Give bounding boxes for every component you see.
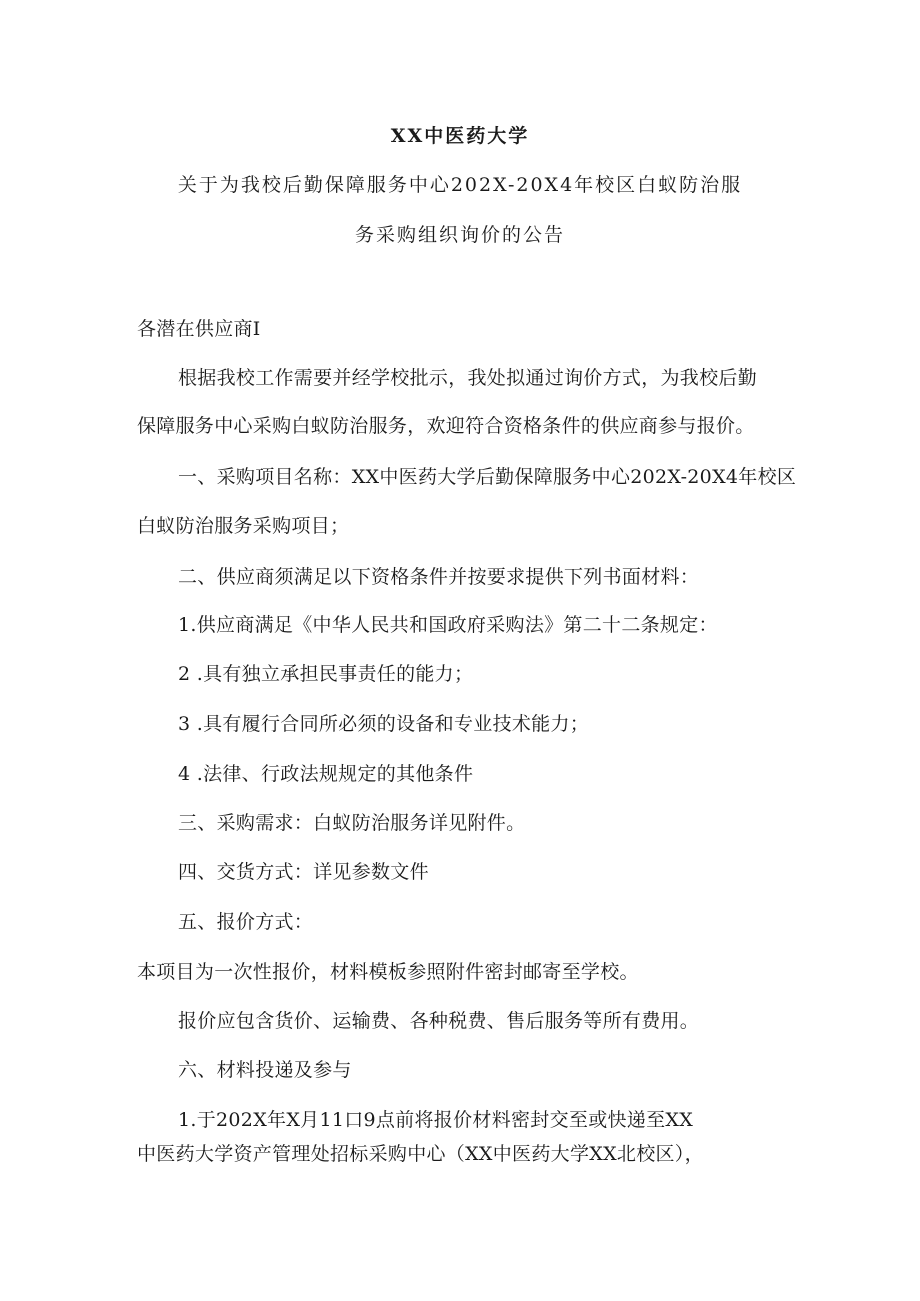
section-1-line-1: 一、采购项目名称：XX中医药大学后勤保障服务中心202X-20X4年校区 xyxy=(178,466,797,488)
section-2-item-4: 4 .法律、行政法规规定的其他条件 xyxy=(178,763,474,785)
section-5-paragraph-2: 报价应包含货价、运输费、各种税费、售后服务等所有费用。 xyxy=(178,1010,700,1032)
section-2-item-1: 1.供应商满足《中华人民共和国政府采购法》第二十二条规定： xyxy=(178,614,718,636)
greeting: 各潜在供应商I xyxy=(137,318,261,340)
paragraph-intro-line-1: 根据我校工作需要并经学校批示，我处拟通过询价方式，为我校后勤 xyxy=(178,367,758,389)
section-3: 三、采购需求：白蚁防治服务详见附件。 xyxy=(178,812,526,834)
section-4: 四、交货方式：详见参数文件 xyxy=(178,861,429,883)
section-6-item-1-line-1: 1.于202X年X月11口9点前将报价材料密封交至或快递至XX xyxy=(178,1109,694,1131)
section-1-line-2: 白蚁防治服务采购项目； xyxy=(137,515,350,537)
section-2-item-3: 3 .具有履行合同所必须的设备和专业技术能力； xyxy=(178,713,590,735)
document-title-line-3: 务采购组织询价的公告 xyxy=(354,224,565,246)
section-5-heading: 五、报价方式： xyxy=(178,911,314,933)
section-6-item-1-line-2: 中医药大学资产管理处招标采购中心（XX中医药大学XX北校区）， xyxy=(137,1143,704,1165)
section-5-paragraph-1: 本项目为一次性报价，材料模板参照附件密封邮寄至学校。 xyxy=(137,961,639,983)
document-title-university: XX中医药大学 xyxy=(390,125,530,147)
section-6-heading: 六、材料投递及参与 xyxy=(178,1059,352,1081)
document-title-line-2: 关于为我校后勤保障服务中心202X-20X4年校区白蚁防治服 xyxy=(177,174,743,196)
paragraph-intro-line-2: 保障服务中心采购白蚁防治服务，欢迎符合资格条件的供应商参与报价。 xyxy=(137,415,755,437)
section-2-item-2: 2 .具有独立承担民事责任的能力； xyxy=(178,663,474,685)
section-2-heading: 二、供应商须满足以下资格条件并按要求提供下列书面材料： xyxy=(178,566,700,588)
